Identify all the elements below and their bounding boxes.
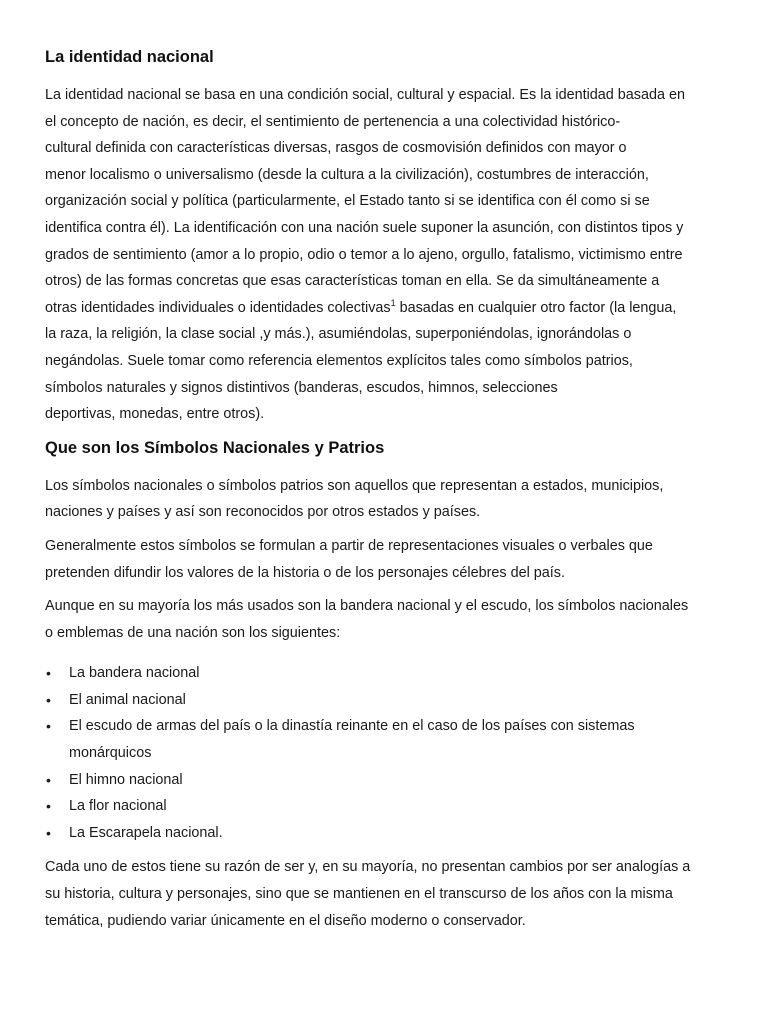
text-line: identifica contra él). La identificación con una nación suele suponer la asunción, con distintos tipos y (45, 219, 684, 236)
text-line: Los símbolos nacionales o símbolos patrios son aquellos que representan a estados, municipios, (45, 477, 664, 494)
bullet-icon: • (46, 718, 51, 735)
list-item-text: La Escarapela nacional. (69, 824, 223, 841)
text-segment: otras identidades individuales o identidades colectivas (45, 299, 391, 316)
list-item (45, 713, 722, 766)
section-title-identidad: La identidad nacional (45, 48, 214, 66)
text-line: símbolos naturales y signos distintivos (banderas, escudos, himnos, selecciones (45, 379, 558, 396)
text-line: naciones y países y así son reconocidos por otros estados y países. (45, 504, 481, 521)
text-line (45, 295, 722, 322)
list-item-text: La flor nacional (69, 798, 167, 815)
list-item-text: monárquicos (69, 745, 152, 762)
text-segment: basadas en cualquier otro factor (la lengua, (395, 299, 677, 316)
list-item-text: El himno nacional (69, 771, 183, 788)
list-item (45, 767, 722, 794)
bullet-icon: • (46, 771, 51, 788)
list-item (45, 820, 722, 847)
bullet-icon: • (46, 798, 51, 815)
list-item-text: El escudo de armas del país o la dinastía reinante en el caso de los países con sistemas (69, 718, 635, 735)
text-line: pretenden difundir los valores de la historia o de los personajes célebres del país. (45, 564, 565, 581)
paragraph-simbolos-representaciones (45, 533, 722, 586)
text-line: Cada uno de estos tiene su razón de ser y, en su mayoría, no presentan cambios por ser analogías a (45, 859, 691, 876)
paragraph-simbolos-conclusion (45, 854, 722, 934)
paragraph-identidad (45, 82, 722, 428)
bullet-icon: • (46, 824, 51, 841)
text-line: Generalmente estos símbolos se formulan a partir de representaciones visuales o verbales que (45, 537, 653, 554)
text-line: o emblemas de una nación son los siguientes: (45, 624, 341, 641)
text-line: organización social y política (particularmente, el Estado tanto si se identifica con él como si se (45, 193, 650, 210)
text-line: menor localismo o universalismo (desde la cultura a la civilización), costumbres de interacción, (45, 166, 649, 183)
text-line: temática, pudiendo variar únicamente en el diseño moderno o conservador. (45, 912, 526, 929)
paragraph-simbolos-lista-intro (45, 593, 722, 646)
bullet-icon: • (46, 665, 51, 682)
bullet-icon: • (46, 691, 51, 708)
text-line: Aunque en su mayoría los más usados son la bandera nacional y el escudo, los símbolos nacionales (45, 598, 689, 615)
list-item-text: El animal nacional (69, 691, 186, 708)
text-line: su historia, cultura y personajes, sino que se mantienen en el transcurso de los años con la misma (45, 886, 673, 903)
list-item (45, 793, 722, 820)
text-line: deportivas, monedas, entre otros). (45, 406, 265, 423)
list-item (45, 687, 722, 714)
text-line: cultural definida con características diversas, rasgos de cosmovisión definidos con mayor o (45, 140, 627, 157)
text-line: negándolas. Suele tomar como referencia elementos explícitos tales como símbolos patrios, (45, 352, 633, 369)
list-item-text: La bandera nacional (69, 665, 200, 682)
footnote-marker[interactable]: 1 (390, 297, 396, 308)
text-line: grados de sentimiento (amor a lo propio, odio o temor a lo ajeno, orgullo, fatalismo, victimismo entre (45, 246, 683, 263)
symbols-list (45, 660, 722, 846)
text-line: La identidad nacional se basa en una condición social, cultural y espacial. Es la identidad basada en (45, 87, 686, 103)
section-title-simbolos: Que son los Símbolos Nacionales y Patrios (45, 438, 385, 457)
text-line: el concepto de nación, es decir, el sentimiento de pertenencia a una colectividad histórico- (45, 113, 621, 130)
list-item (45, 660, 722, 687)
text-line: otros) de las formas concretas que esas características toman en ella. Se da simultáneamente a (45, 273, 660, 290)
text-line: la raza, la religión, la clase social ,y más.), asumiéndolas, superponiéndolas, ignorándolas o (45, 326, 632, 343)
paragraph-simbolos-definicion (45, 473, 722, 526)
